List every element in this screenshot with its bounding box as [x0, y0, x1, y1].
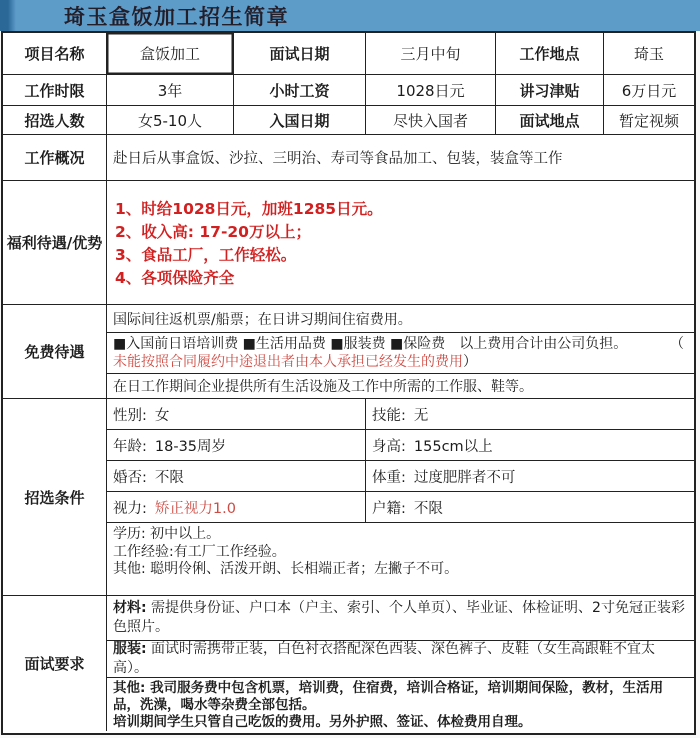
close-paren: ）	[463, 354, 477, 370]
condition-height	[366, 430, 694, 460]
section-job-overview	[3, 135, 694, 181]
title-banner	[0, 0, 700, 31]
table-row	[3, 75, 694, 106]
interview-materials-row	[107, 596, 694, 641]
benefit-item: 1、时给1028日元，加班1285日元。	[115, 200, 383, 218]
benefits-label: 福利待遇/优势	[3, 181, 107, 304]
materials-key: 材料:	[113, 600, 147, 616]
conditions-label: 招选条件	[3, 399, 107, 595]
condition-marital	[107, 461, 366, 491]
condition-key: 户籍:	[372, 500, 406, 517]
free-benefits-label: 免费待遇	[3, 305, 107, 398]
benefit-item: 2、收入高: 17-20万以上；	[115, 223, 311, 241]
conditions-body	[107, 399, 694, 595]
condition-weight	[366, 461, 694, 491]
cell-work-location-label: 工作地点	[496, 33, 604, 74]
cell-work-location-value: 琦玉	[633, 45, 664, 63]
condition-key: 视力:	[113, 500, 147, 517]
condition-value: 155cm以上	[413, 438, 493, 455]
liability-red-text: 未能按照合同履约中途退出者由本人承担已经发生的费用	[113, 354, 463, 370]
interview-dresscode-row	[107, 641, 694, 678]
interview-requirements-body	[107, 596, 694, 731]
other-key: 其他:	[113, 680, 146, 696]
job-overview-text: 赴日后从事盒饭、沙拉、三明治、寿司等食品加工、包装，装盒等工作	[113, 151, 563, 167]
cell-training-allowance-label: 讲习津贴	[496, 75, 604, 105]
condition-experience: 工作经验:有工厂工作经验。	[113, 543, 286, 560]
condition-key: 身高:	[372, 438, 406, 455]
condition-value: 无	[413, 407, 429, 424]
cell-training-allowance-value: 6万日元	[621, 81, 677, 100]
cell-interview-place-label: 面试地点	[496, 106, 604, 134]
table-row	[107, 399, 694, 430]
condition-value: 不限	[154, 469, 184, 486]
fees-text: ■入国前日语培训费 ■生活用品费 ■服装费 ■保险费 以上费用合计由公司负担。	[113, 336, 628, 352]
fees-line	[113, 335, 688, 353]
cell-interview-date-value: 三月中旬	[366, 33, 496, 74]
cell-project-name-value: 盒饭加工	[107, 33, 234, 74]
benefits-list	[107, 181, 694, 304]
other-text: 我司服务费中包含机票，培训费，住宿费，培训合格证，培训期间保险，教材，生活用品，洗澡，喝水等杂费全部包括。	[113, 680, 664, 713]
condition-key: 婚否:	[113, 469, 147, 486]
cell-interview-date-label: 面试日期	[234, 33, 366, 74]
open-paren: （	[670, 336, 684, 352]
dresscode-key: 服装:	[113, 641, 147, 657]
condition-skill	[366, 399, 694, 429]
condition-value-red: 矫正视力1.0	[154, 500, 236, 517]
cell-work-term-label: 工作时限	[3, 75, 107, 105]
condition-value: 不限	[413, 500, 443, 517]
condition-key: 性别:	[113, 407, 147, 424]
cell-work-term-value: 3年	[107, 75, 234, 105]
table-row	[107, 430, 694, 461]
cell-entry-date-label: 入国日期	[234, 106, 366, 134]
cell-hourly-wage-value: 1028日元	[366, 75, 496, 105]
cell-hourly-wage-label: 小时工资	[234, 75, 366, 105]
condition-other: 其他: 聪明伶俐、活泼开朗、长相端正者；左撇子不可。	[113, 561, 459, 577]
condition-key: 技能:	[372, 407, 406, 424]
materials-text: 需提供身份证、户口本（户主、索引、个人单页）、毕业证、体检证明、2寸免冠正装彩色照片。	[113, 600, 685, 635]
cell-recruit-count-label: 招选人数	[3, 106, 107, 134]
other-text-line2: 培训期间学生只管自己吃饭的费用。另外护照、签证、体检费用自理。	[113, 714, 532, 730]
condition-education: 学历: 初中以上。	[113, 526, 221, 542]
section-conditions	[3, 399, 694, 596]
condition-age	[107, 430, 366, 460]
condition-key: 年龄:	[113, 438, 147, 455]
dresscode-text: 面试时需携带正装，白色衬衣搭配深色西装、深色裤子、皮鞋（女生高跟鞋不宜太高）。	[113, 641, 656, 676]
table-row	[107, 461, 694, 492]
condition-residence	[366, 492, 694, 522]
free-benefits-row-facilities: 在日工作期间企业提供所有生活设施及工作中所需的工作服、鞋等。	[113, 379, 533, 395]
section-benefits	[3, 181, 694, 305]
table-row	[3, 33, 694, 75]
condition-value: 女	[154, 407, 170, 424]
condition-value: 过度肥胖者不可	[413, 469, 516, 486]
condition-value: 18-35周岁	[154, 438, 227, 455]
free-benefits-row-tickets: 国际间往返机票/船票；在日讲习期间住宿费用。	[107, 305, 694, 333]
fees-liability-line	[113, 353, 688, 371]
job-overview-label: 工作概况	[3, 135, 107, 180]
conditions-extra	[107, 523, 694, 582]
section-interview-requirements	[3, 596, 694, 731]
table-row	[107, 492, 694, 523]
cell-project-name-label: 项目名称	[3, 33, 107, 74]
cell-recruit-count-value: 女5-10人	[107, 106, 234, 134]
benefit-item: 4、各项保险齐全	[115, 269, 235, 287]
interview-other-row	[107, 678, 694, 730]
free-benefits-body	[107, 305, 694, 398]
interview-requirements-label: 面试要求	[3, 596, 107, 731]
cell-interview-place-value: 暂定视频	[618, 111, 679, 130]
free-benefits-row-fees	[107, 333, 694, 374]
section-free-benefits	[3, 305, 694, 399]
table-row	[3, 106, 694, 135]
condition-key: 体重:	[372, 469, 406, 486]
cell-entry-date-value: 尽快入国者	[366, 106, 496, 134]
condition-gender	[107, 399, 366, 429]
page-title: 琦玉盒饭加工招生简章	[64, 4, 289, 29]
condition-vision	[107, 492, 366, 522]
benefit-item: 3、食品工厂，工作轻松。	[115, 246, 297, 264]
recruitment-table	[1, 31, 696, 735]
